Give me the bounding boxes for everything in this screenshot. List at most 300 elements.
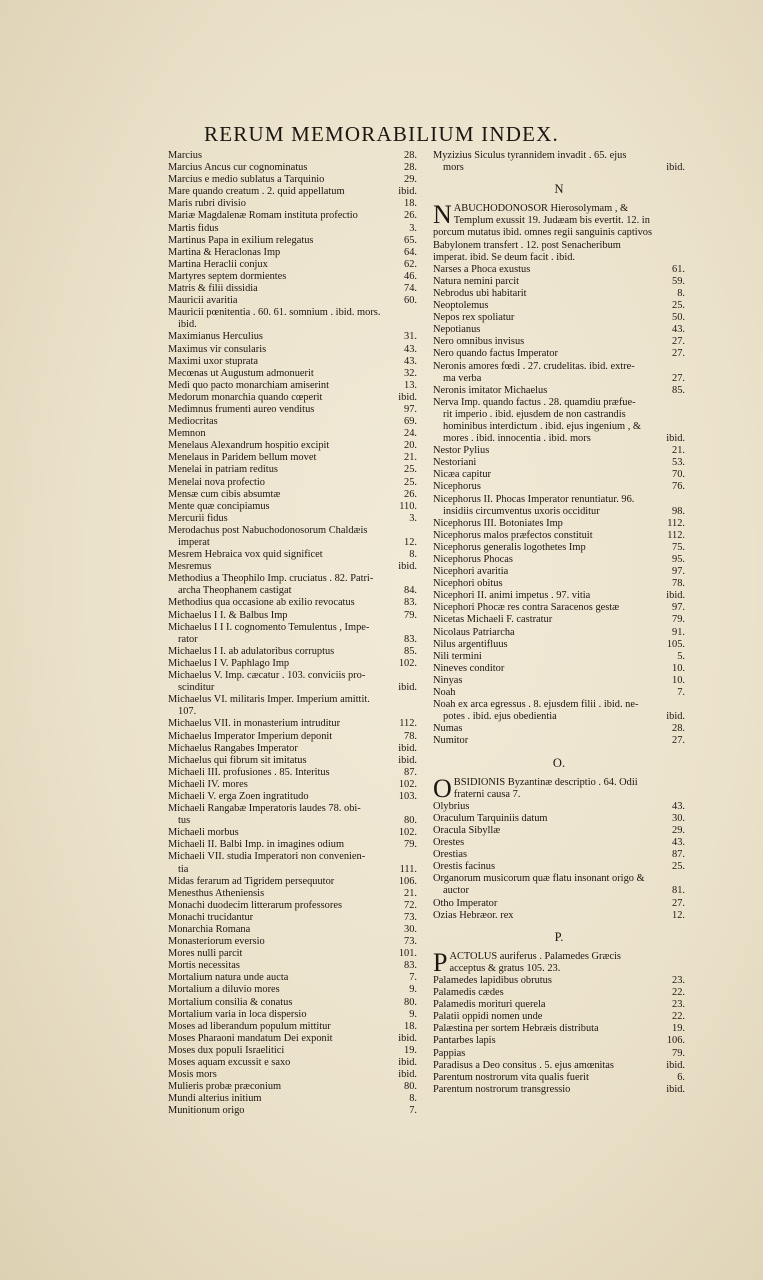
index-entry [168, 452, 417, 464]
entry-text: Pappias [433, 1047, 466, 1059]
entry-text: Nicephori obitus [433, 578, 503, 590]
index-entry [433, 288, 685, 300]
entry-continuation: rit imperio . ibid. ejusdem de non castrandis hominibus interdictum . ibid. ejus ingenium , & mores . ibid. innocentia . ibid. mors [443, 408, 641, 445]
entry-text: Nestoriani [433, 457, 477, 469]
entry-page: 87. [672, 849, 685, 861]
index-entry [168, 1021, 417, 1033]
index-entry [168, 827, 417, 839]
entry-page: 7. [677, 687, 685, 699]
index-entry [433, 699, 685, 723]
entry-page: 7. [409, 1105, 417, 1117]
index-entry [433, 590, 685, 602]
index-entry [168, 803, 417, 827]
index-entry [168, 501, 417, 513]
index-entry [168, 380, 417, 392]
index-entry [433, 1060, 685, 1072]
index-entry [168, 936, 417, 948]
entry-page: 97. [404, 403, 417, 415]
index-entry [168, 235, 417, 247]
entry-page: 27. [672, 336, 685, 348]
index-entry [433, 481, 685, 493]
entry-text: Nicephori II. animi impetus . 97. vitia [433, 590, 591, 602]
entry-text: Neronis imitator Michaelus [433, 384, 548, 396]
entry-continuation: potes . ibid. ejus obedientia [443, 711, 557, 723]
index-entry [433, 898, 685, 910]
entry-page: 79. [672, 614, 685, 626]
entry-page: 25. [404, 476, 417, 488]
entry-page: 25. [404, 464, 417, 476]
entry-text: Martina Heraclii conjux [168, 258, 268, 270]
section-n-entries [433, 264, 685, 748]
index-entry [433, 336, 685, 348]
entry-page: ibid. [398, 742, 417, 754]
entry-page: ibid. [666, 1083, 685, 1095]
entry-text: Nicephorus [433, 481, 481, 493]
index-entry [168, 223, 417, 235]
index-entry [433, 849, 685, 861]
entry-page: 59. [672, 275, 685, 287]
entry-text: Mauricii pœnitentia . 60. 61. somnium . ibid. mors. [168, 307, 381, 319]
entry-text: Nepotianus [433, 324, 481, 336]
entry-continuation-page: ibid. [666, 711, 685, 723]
entry-text: Monachi duodecim litterarum professores [168, 899, 342, 911]
entry-text: Mosis mors [168, 1069, 217, 1081]
entry-page: 80. [404, 996, 417, 1008]
index-entry [168, 477, 417, 489]
section-p-first-page-b: 23. [547, 962, 561, 974]
index-entry [433, 1011, 685, 1023]
index-entry [168, 851, 417, 875]
entry-text: Mores nulli parcit [168, 948, 243, 960]
entry-page: 10. [672, 674, 685, 686]
page-heading: RERUM MEMORABILIUM INDEX. [204, 122, 559, 146]
index-entry [433, 687, 685, 699]
index-entry [168, 900, 417, 912]
index-entry [168, 876, 417, 888]
entry-page: 32. [404, 367, 417, 379]
section-p-first-text: ACTOLUS auriferus . Palamedes Græcis acceptus & gratus [449, 950, 621, 974]
index-entry [168, 984, 417, 996]
entry-page: 76. [672, 481, 685, 493]
drop-cap-o: O [433, 776, 452, 801]
entry-text: Moses aquam excussit e saxo [168, 1057, 291, 1069]
entry-text: Myzizius Siculus tyrannidem invadit . 65. ejus [433, 150, 627, 161]
index-entry [168, 1093, 417, 1105]
entry-text: Menelai in patriam reditus [168, 464, 278, 476]
entry-text: Nero omnibus invisus [433, 336, 525, 348]
index-entry [433, 825, 685, 837]
entry-page: 31. [404, 331, 417, 343]
index-entry [168, 259, 417, 271]
entry-page: 69. [404, 416, 417, 428]
entry-page: 26. [404, 488, 417, 500]
entry-text: Marcius [168, 150, 203, 161]
entry-page: 106. [666, 1035, 685, 1047]
entry-continuation: ma verba [443, 372, 482, 384]
entry-page: 5. [677, 650, 685, 662]
entry-page: 3. [409, 222, 417, 234]
entry-page: 73. [404, 936, 417, 948]
entry-text: Michaelus qui fibrum sit imitatus [168, 754, 307, 766]
entry-page: 29. [672, 824, 685, 836]
entry-text: Marcius Ancus cur cognominatus [168, 162, 308, 174]
entry-page: 101. [398, 948, 417, 960]
entry-page: ibid. [398, 186, 417, 198]
index-entry [168, 561, 417, 573]
entry-text: Monachi trucidantur [168, 911, 254, 923]
entry-page: 8. [409, 549, 417, 561]
entry-page: ibid. [398, 1032, 417, 1044]
entry-text: Michaeli II. Balbi Imp. in imagines odium [168, 839, 345, 851]
index-entry [433, 530, 685, 542]
index-entry [168, 755, 417, 767]
entry-text: Michaeli V. erga Zoen ingratitudo [168, 790, 309, 802]
entry-text: Nerva Imp. quando factus . 28. quamdiu præfue- [433, 396, 636, 408]
entry-page: 112. [667, 529, 685, 541]
index-entry [433, 627, 685, 639]
entry-page: 43. [404, 355, 417, 367]
entry-text: Natura nemini parcit [433, 275, 519, 287]
entry-page: 8. [677, 287, 685, 299]
entry-text: Michaelus VI. militaris Imper. Imperium amittit. [168, 694, 370, 706]
section-o-first-entry [433, 777, 685, 801]
index-entry [433, 910, 685, 922]
index-entry [433, 348, 685, 360]
index-entry [168, 210, 417, 222]
entry-text: Michaelus I V. Paphlago Imp [168, 657, 290, 669]
entry-text: Mundi alterius initium [168, 1093, 262, 1105]
entry-page: 30. [672, 812, 685, 824]
index-entry [168, 694, 417, 718]
index-entry [433, 385, 685, 397]
index-entry [433, 578, 685, 590]
entry-text: Mariæ Magdalenæ Romam instituta profectio [168, 210, 358, 222]
entry-text: Orestias [433, 849, 468, 861]
index-entry [168, 283, 417, 295]
entry-text: Mesrem Hebraica vox quid significet [168, 549, 323, 561]
section-o-first-page: 7. [512, 788, 521, 800]
entry-text: Oraculum Tarquiniis datum [433, 812, 548, 824]
entry-text: Menesthus Atheniensis [168, 887, 265, 899]
entry-continuation-page: 12. [404, 537, 417, 548]
section-p-first-page-a: 105. [526, 962, 545, 974]
entry-text: Neronis amores fœdi . 27. crudelitas. ibid. extre- [433, 360, 635, 372]
entry-page: 105. [666, 638, 685, 650]
entry-page: 27. [672, 897, 685, 909]
entry-text: Maris rubri divisio [168, 198, 246, 210]
index-entry [433, 397, 685, 445]
entry-text: Moses dux populi Israelitici [168, 1044, 285, 1056]
entry-text: Nineves conditor [433, 662, 505, 674]
index-entry [168, 888, 417, 900]
entry-text: Mortalium natura unde aucta [168, 972, 289, 984]
index-entry [433, 723, 685, 735]
entry-page: 9. [409, 1008, 417, 1020]
index-entry [168, 839, 417, 851]
entry-page: ibid. [666, 590, 685, 602]
index-entry [168, 912, 417, 924]
entry-page: 25. [672, 861, 685, 873]
entry-page: 102. [398, 827, 417, 839]
entry-text: Nepos rex spoliatur [433, 312, 515, 324]
entry-page: 43. [404, 343, 417, 355]
entry-page: 46. [404, 270, 417, 282]
left-column [168, 150, 417, 1118]
index-entry [168, 1009, 417, 1021]
entry-page: 3. [409, 512, 417, 524]
index-entry [168, 525, 417, 549]
entry-text: Michaelus V. Imp. cæcatur . 103. conviciis pro- [168, 670, 366, 682]
entry-text: Menelaus in Paridem bellum movet [168, 452, 317, 464]
entry-text: Noah ex arca egressus . 8. ejusdem filii . ibid. ne- [433, 699, 639, 711]
entry-text: Mensæ cum cibis absumtæ [168, 488, 281, 500]
entry-page: 18. [404, 1020, 417, 1032]
entry-continuation-page: 81. [672, 885, 685, 897]
index-entry [433, 1072, 685, 1084]
index-entry [433, 675, 685, 687]
entry-page: 26. [404, 210, 417, 222]
entry-text: Michaelus Imperator Imperium deponit [168, 730, 333, 742]
entry-text: Nebrodus ubi habitarit [433, 287, 527, 299]
entry-text: Mulieris probæ præconium [168, 1081, 282, 1093]
entry-page: 18. [404, 198, 417, 210]
entry-text: Merodachus post Nabuchodonosorum Chaldæis [168, 524, 368, 536]
entry-text: Parentum nostrorum vita qualis fuerit [433, 1071, 589, 1083]
entry-page: 19. [404, 1044, 417, 1056]
entry-page: 43. [672, 324, 685, 336]
section-n-first-page: ibid. [556, 251, 575, 263]
index-entry [168, 489, 417, 501]
entry-page: 79. [672, 1047, 685, 1059]
entry-page: 53. [672, 457, 685, 469]
entry-text: Methodius qua occasione ab exilio revocatus [168, 597, 355, 609]
index-entry [168, 392, 417, 404]
entry-page: 19. [672, 1023, 685, 1035]
entry-page: 112. [667, 517, 685, 529]
entry-page: 30. [404, 924, 417, 935]
entry-text: Michaelus I I I. cognomento Temulentus , Impe- [168, 621, 370, 633]
index-entry [433, 663, 685, 675]
entry-page: 74. [404, 283, 417, 295]
entry-text: Nicephorus generalis logothetes Imp [433, 541, 586, 553]
drop-cap-n: N [433, 203, 452, 230]
right-top-entries [433, 150, 685, 174]
entry-text: Methodius a Theophilo Imp. cruciatus . 82. Patri- [168, 573, 374, 585]
entry-continuation-page: 27. [672, 372, 685, 384]
entry-page: 85. [672, 384, 685, 396]
index-entry [168, 513, 417, 525]
entry-page: 10. [672, 662, 685, 674]
index-entry [168, 331, 417, 343]
index-entry [433, 494, 685, 518]
index-entry [168, 198, 417, 210]
index-entry [433, 999, 685, 1011]
entry-continuation: tus [178, 815, 191, 827]
section-o-first-text: BSIDIONIS Byzantinæ descriptio . 64. Odii fraterni causa [453, 776, 638, 800]
entry-continuation: imperat [178, 537, 210, 548]
entry-page: 28. [404, 150, 417, 161]
index-entry [433, 1048, 685, 1060]
entry-text: Mecœnas ut Augustum admonuerit [168, 367, 314, 379]
entry-text: Maximianus Herculius [168, 331, 263, 343]
entry-text: Michaeli VII. studia Imperatori non convenien- [168, 851, 366, 863]
entry-page: 25. [672, 300, 685, 312]
entry-page: 112. [399, 718, 417, 730]
entry-text: Moses Pharaoni mandatum Dei exponit [168, 1032, 333, 1044]
index-entry [168, 549, 417, 561]
entry-page: 83. [404, 960, 417, 972]
entry-text: Parentum nostrorum transgressio [433, 1083, 571, 1095]
entry-text: Nili termini [433, 650, 482, 662]
index-entry [433, 264, 685, 276]
index-entry [168, 960, 417, 972]
entry-text: Mente quæ concipiamus [168, 500, 270, 512]
entry-continuation: mors [443, 162, 464, 174]
index-entry [168, 307, 417, 331]
index-entry [433, 518, 685, 530]
index-entry [168, 464, 417, 476]
index-entry [168, 1045, 417, 1057]
index-entry [433, 312, 685, 324]
entry-page: 27. [672, 348, 685, 360]
entry-text: Otho Imperator [433, 897, 498, 909]
entry-page: ibid. [398, 561, 417, 573]
index-entry [433, 873, 685, 897]
entry-page: 97. [672, 602, 685, 614]
entry-text: Marcius e medio sublatus a Tarquinio [168, 174, 325, 186]
entry-continuation: 107. [178, 706, 197, 718]
index-entry [168, 271, 417, 283]
entry-continuation: ibid. [178, 319, 197, 331]
entry-text: Michaeli IV. mores [168, 778, 248, 790]
entry-text: Palamedis cædes [433, 987, 504, 999]
index-entry [433, 975, 685, 987]
index-entry [168, 646, 417, 658]
index-entry [168, 597, 417, 609]
index-entry [433, 861, 685, 873]
entry-page: ibid. [666, 1059, 685, 1071]
section-o-entries [433, 801, 685, 922]
entry-page: 22. [672, 987, 685, 999]
entry-page: ibid. [398, 1069, 417, 1081]
entry-page: 62. [404, 258, 417, 270]
entry-page: 83. [404, 597, 417, 609]
entry-text: Paradisus a Deo consitus . 5. ejus amœnitas [433, 1059, 614, 1071]
index-entry [168, 295, 417, 307]
entry-page: 73. [404, 911, 417, 923]
index-entry [168, 924, 417, 936]
entry-continuation-page: 80. [404, 815, 417, 827]
section-n-first-entry [433, 203, 685, 263]
entry-text: Mesremus [168, 561, 212, 573]
entry-text: Ninyas [433, 674, 463, 686]
index-entry [433, 445, 685, 457]
index-entry [433, 554, 685, 566]
entry-text: Michaelus Rangabes Imperator [168, 742, 298, 754]
entry-page: 23. [672, 975, 685, 986]
entry-page: 9. [409, 984, 417, 996]
index-entry [168, 658, 417, 670]
index-entry [168, 718, 417, 730]
entry-page: 103. [398, 790, 417, 802]
drop-cap-p: P [433, 950, 448, 975]
entry-text: Neoptolemus [433, 300, 489, 312]
entry-continuation-page: ibid. [666, 433, 685, 445]
index-entry [168, 731, 417, 743]
entry-page: 28. [672, 723, 685, 735]
entry-text: Maximus vir consularis [168, 343, 267, 355]
entry-text: Orestes [433, 837, 465, 849]
index-entry [168, 174, 417, 186]
entry-text: Nicolaus Patriarcha [433, 626, 515, 638]
entry-page: 60. [404, 295, 417, 307]
entry-text: Nicephorus malos præfectos constituit [433, 529, 593, 541]
entry-page: 97. [672, 566, 685, 578]
entry-text: Mauricii avaritia [168, 295, 238, 307]
entry-page: 28. [404, 162, 417, 174]
entry-text: Nilus argentifluus [433, 638, 508, 650]
entry-page: 24. [404, 428, 417, 440]
entry-text: Nicephorus Phocas [433, 554, 513, 565]
entry-text: Martyres septem dormientes [168, 270, 287, 282]
index-entry [433, 1084, 685, 1096]
entry-page: 7. [409, 972, 417, 984]
index-entry [168, 767, 417, 779]
entry-text: Numitor [433, 735, 469, 747]
entry-text: Munitionum origo [168, 1105, 245, 1117]
entry-page: 72. [404, 899, 417, 911]
index-entry [168, 247, 417, 259]
entry-text: Palæstina per sortem Hebræis distributa [433, 1023, 599, 1035]
entry-page: 79. [404, 609, 417, 621]
index-entry [168, 791, 417, 803]
index-entry [168, 743, 417, 755]
entry-page: 75. [672, 541, 685, 553]
entry-continuation-page: ibid. [398, 682, 417, 694]
index-entry [433, 614, 685, 626]
entry-text: Michaelus VII. in monasterium intruditur [168, 718, 341, 730]
entry-text: Nicephori avaritia [433, 566, 509, 578]
entry-page: 12. [672, 909, 685, 921]
entry-page: 43. [672, 837, 685, 849]
entry-text: Pantarbes lapis [433, 1035, 496, 1047]
entry-page: 78. [404, 730, 417, 742]
entry-page: 79. [404, 839, 417, 851]
entry-page: ibid. [398, 754, 417, 766]
entry-text: Mortis necessitas [168, 960, 240, 972]
index-entry [168, 1081, 417, 1093]
entry-page: ibid. [398, 1057, 417, 1069]
entry-text: Palamedis morituri querela [433, 999, 546, 1011]
index-entry [168, 150, 417, 162]
entry-text: Medorum monarchia quando cœperit [168, 391, 323, 403]
entry-page: 61. [672, 263, 685, 275]
index-entry [168, 1069, 417, 1081]
index-entry [433, 651, 685, 663]
index-entry [168, 997, 417, 1009]
entry-text: Matris & filii dissidia [168, 283, 258, 295]
entry-page: 80. [404, 1081, 417, 1093]
entry-page: 43. [672, 800, 685, 812]
entry-continuation: scinditur [178, 682, 215, 694]
section-letter-o: O. [552, 755, 566, 770]
index-entry [433, 987, 685, 999]
entry-page: 6. [677, 1071, 685, 1083]
entry-page: 65. [404, 234, 417, 246]
entry-text: Mortalium consilia & conatus [168, 996, 293, 1008]
entry-page: 27. [672, 735, 685, 747]
entry-text: Midas ferarum ad Tigridem persequutor [168, 875, 335, 887]
